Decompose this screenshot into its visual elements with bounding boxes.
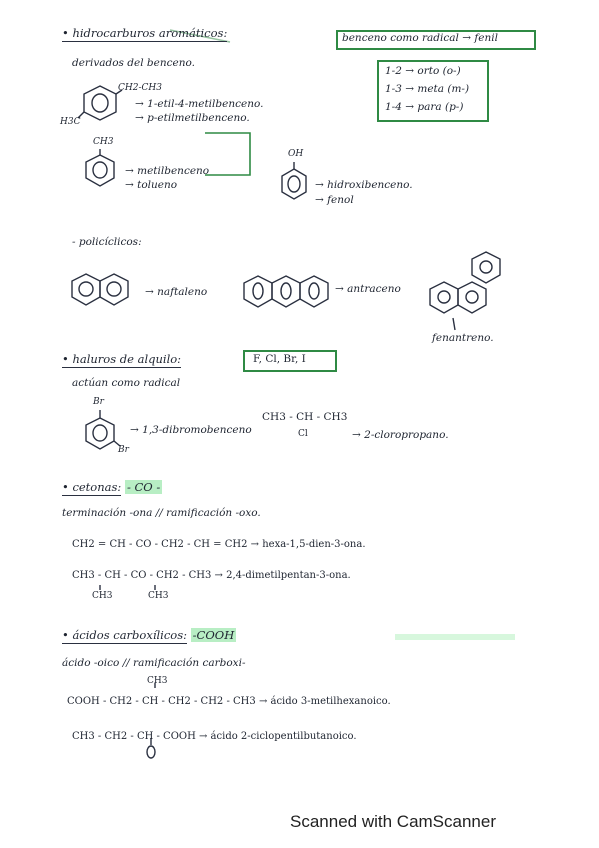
acidos-group: -COOH bbox=[192, 628, 235, 642]
compound1-name-common: → p-etilmetilbenceno. bbox=[135, 112, 250, 124]
compound1-methyl: H3C bbox=[60, 117, 81, 127]
benzene-ring bbox=[84, 86, 116, 120]
section-title-haluros: • haluros de alquilo: bbox=[62, 352, 182, 366]
cetonas-example1: CH2 = CH - CO - CH2 - CH = CH2 → hexa-1,5-dien-3-ona. bbox=[72, 539, 366, 550]
compound3-name-iupac: → hidroxibenceno. bbox=[315, 179, 413, 191]
radical-note: benceno como radical → fenil bbox=[342, 32, 498, 44]
acidos-rule: ácido -oico // ramificación carboxi- bbox=[62, 657, 246, 669]
section-title-aromaticos: • hidrocarburos aromáticos: bbox=[62, 26, 228, 40]
camscanner-watermark: Scanned with CamScanner bbox=[290, 812, 497, 831]
antraceno-name: → antraceno bbox=[335, 283, 401, 295]
position-orto: 1-2 → orto (o-) bbox=[385, 65, 461, 77]
cetonas-example2: CH3 - CH - CO - CH2 - CH3 → 2,4-dimetilpentan-3-ona. bbox=[72, 570, 351, 581]
compound2-name-common: → tolueno bbox=[125, 179, 178, 191]
compound1-substituent: CH2-CH3 bbox=[118, 83, 162, 93]
cloropropano-branch: Cl bbox=[298, 429, 308, 439]
cloropropano-name: → 2-cloropropano. bbox=[352, 429, 449, 441]
cetonas-branch-2: CH3 bbox=[148, 591, 169, 601]
dibromobenceno-name: → 1,3-dibromobenceno bbox=[130, 424, 252, 436]
compound1-name-iupac: → 1-etil-4-metilbenceno. bbox=[135, 98, 264, 110]
ring-label-br-bottom: Br bbox=[118, 445, 129, 455]
ring-label-br-top: Br bbox=[93, 397, 104, 407]
section-title-acidos: • ácidos carboxílicos: -COOH bbox=[62, 628, 235, 642]
acidos-example2: CH3 - CH2 - CH - COOH → ácido 2-ciclopentilbutanoico. bbox=[72, 731, 357, 742]
cetonas-group: - CO - bbox=[126, 480, 161, 494]
compound2-substituent: CH3 bbox=[93, 137, 114, 147]
section-title-cetonas: • cetonas: - CO - bbox=[62, 480, 161, 494]
haluros-subtitle: actúan como radical bbox=[72, 377, 181, 389]
acidos-example1-branch: CH3 bbox=[147, 676, 168, 686]
aromaticos-subtitle: derivados del benceno. bbox=[72, 57, 195, 69]
halogens-list: F, Cl, Br, I bbox=[253, 353, 306, 365]
cetonas-rule: terminación -ona // ramificación -oxo. bbox=[62, 507, 261, 519]
highlight-stroke bbox=[395, 634, 515, 640]
policiclicos-title: - policíclicos: bbox=[72, 236, 142, 248]
cetonas-branch-1: CH3 bbox=[92, 591, 113, 601]
position-para: 1-4 → para (p-) bbox=[385, 101, 464, 113]
cloropropano-formula: CH3 - CH - CH3 bbox=[262, 411, 348, 423]
benzene-ring bbox=[282, 169, 306, 199]
compound3-substituent: OH bbox=[288, 149, 304, 159]
position-meta: 1-3 → meta (m-) bbox=[385, 83, 470, 95]
compound2-name-iupac: → metilbenceno bbox=[125, 165, 210, 177]
compound3-name-common: → fenol bbox=[315, 194, 354, 206]
fenantreno-name: fenantreno. bbox=[432, 332, 494, 344]
acidos-example1: COOH - CH2 - CH - CH2 - CH2 - CH3 → ácido 3-metilhexanoico. bbox=[67, 696, 391, 707]
naftaleno-name: → naftaleno bbox=[145, 286, 208, 298]
benzene-ring bbox=[86, 155, 114, 186]
